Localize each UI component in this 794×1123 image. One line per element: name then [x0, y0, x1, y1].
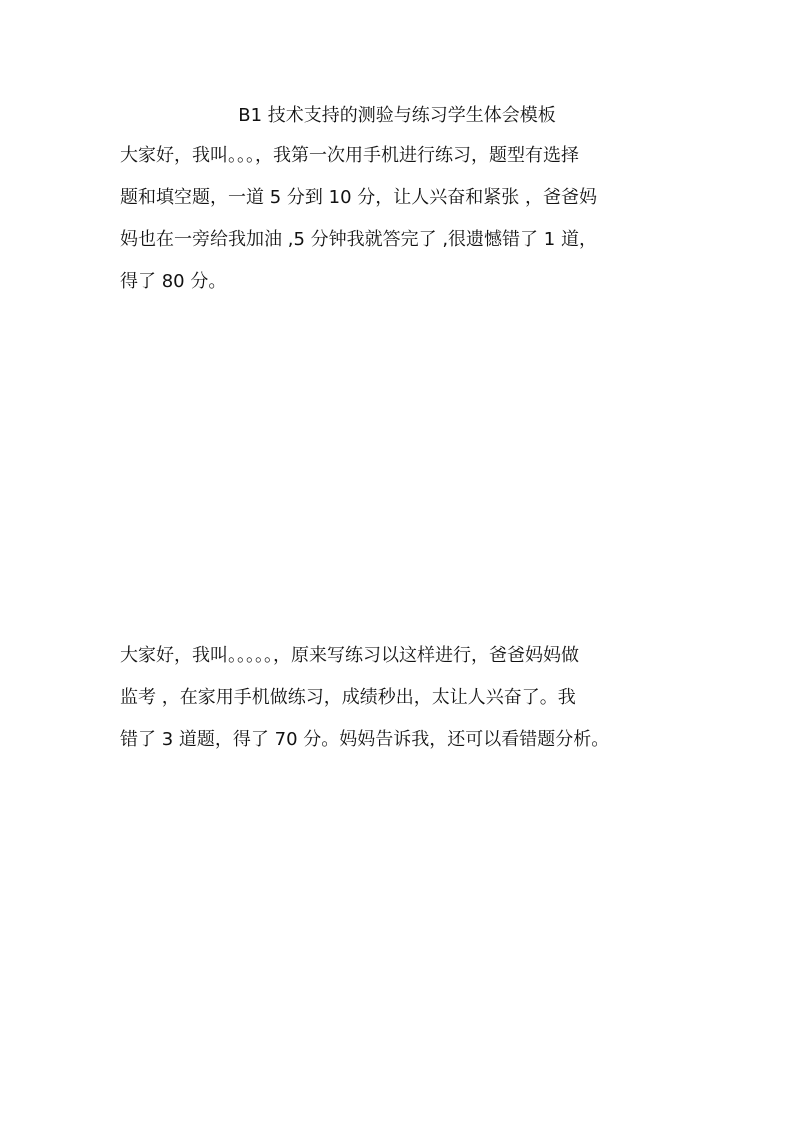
paragraph-1 [120, 142, 700, 310]
paragraph-line: 大家好，我叫。。。，我第一次用手机进行练习，题型有选择 [120, 145, 579, 166]
paragraph-line: 得了 80 分。 [120, 271, 227, 292]
paragraph-line: 妈也在一旁给我加油 ,5 分钟我就答完了 ,很遗憾错了 1 道， [120, 229, 597, 250]
paragraph-line: 监考 ，在家用手机做练习，成绩秒出，太让人兴奋了。我 [120, 687, 576, 708]
paragraph-line: 错了 3 道题，得了 70 分。妈妈告诉我，还可以看错题分析。 [120, 729, 610, 750]
paragraph-2 [120, 642, 700, 768]
paragraph-line: 大家好，我叫。。。。。，原来写练习以这样进行，爸爸妈妈做 [120, 645, 579, 666]
paragraph-line: 题和填空题，一道 5 分到 10 分，让人兴奋和紧张 ，爸爸妈 [120, 187, 597, 208]
document-title: B1 技术支持的测验与练习学生体会模板 [238, 105, 556, 126]
